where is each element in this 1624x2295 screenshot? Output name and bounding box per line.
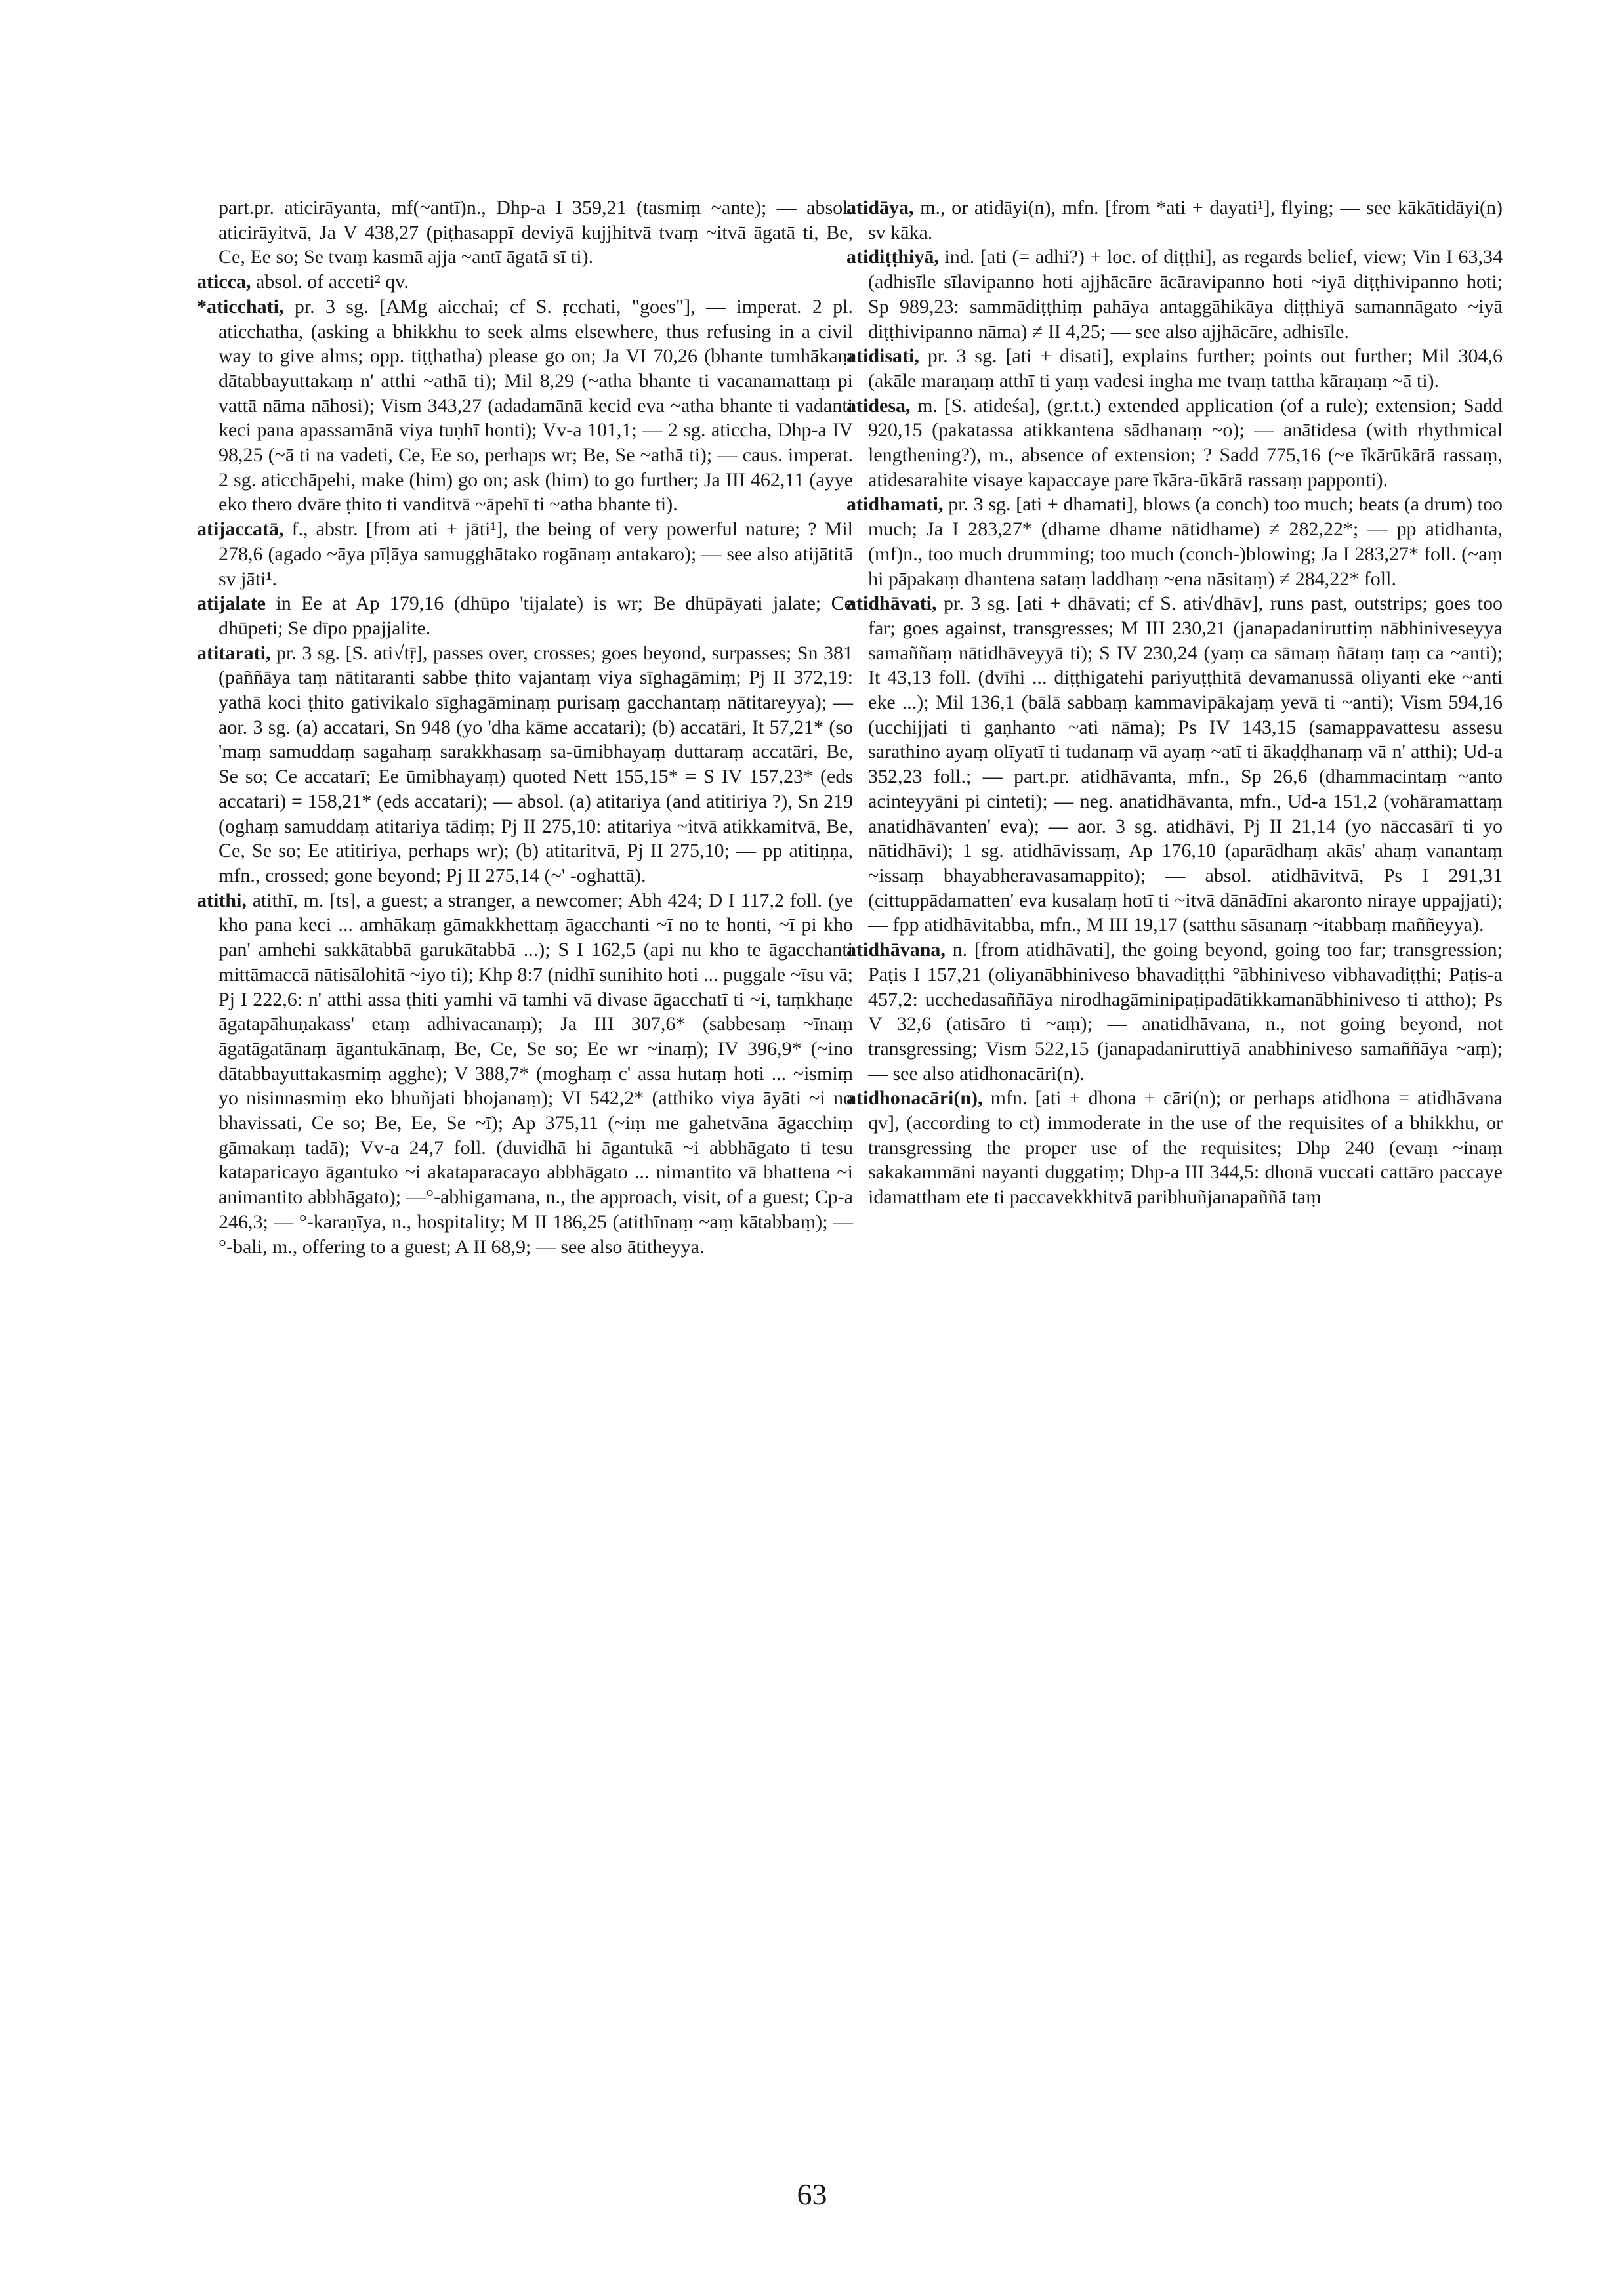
right-column <box>846 196 1503 1210</box>
headword: atidhāvana, <box>846 939 946 961</box>
headword: atidisati, <box>846 345 919 367</box>
dictionary-entry: aticca, absol. of acceti² qv. <box>197 271 409 293</box>
headword: atijaccatā, <box>197 518 284 541</box>
dictionary-entry: atitarati, pr. 3 sg. [S. ati√tṝ], passes over, crosses; goes beyond, surpasses; Sn 381 (paññāya taṃ nātitaranti sabbe ṭhito vajantaṃ viya sīghagāmiṃ; Pj II 372,19: yathā koci ṭhito gativikalo sīghagāminaṃ purisaṃ gacchantaṃ nātitareyya); — aor. 3 sg. (a) accatari, Sn 948 (yo 'dha kāme accatari); (b) accatāri, It 57,21* (so 'maṃ samuddaṃ sagahaṃ sarakkhasaṃ sa-ūmibhayaṃ duttaraṃ accatāri, Be, Se so; Ce accatarī; Ee ūmibhayaṃ) quoted Nett 155,15* = S IV 157,23* (eds accatari) = 158,21* (eds accatari); — absol. (a) atitariya (and atitiriya ?), Sn 219 (oghaṃ samuddaṃ atitariya tādiṃ; Pj II 275,10: atitariya ~itvā atikkamitvā, Be, Ce, Se so; Ee atitiriya, perhaps wr); (b) atitaritvā, Pj II 275,10; — pp atitiṇṇa, mfn., crossed; gone beyond; Pj II 275,14 (~' -oghattā). <box>197 642 853 886</box>
headword: atidhonacāri(n), <box>846 1087 983 1109</box>
dictionary-entry: atidhāvana, n. [from atidhāvati], the going beyond, going too far; transgression; Paṭis I 157,21 (oliyanābhiniveso bhavadiṭṭhi °ābhiniveso vibhavadiṭṭhi; Paṭis-a 457,2: ucchedasaññāya nirodhagāminipaṭipadātikkamanābhiniveso ti attho); Ps V 32,6 (atisāro ti ~aṃ); — anatidhāvana, n., not going beyond, not transgressing; Vism 522,15 (janapadaniruttiyā anabhiniveso samaññāya ~aṃ); — see also atidhonacāri(n). <box>846 939 1503 1085</box>
dictionary-entry: atidhonacāri(n), mfn. [ati + dhona + cāri(n); or perhaps atidhona = atidhāvana qv], (according to ct) immoderate in the use of the requisites of a bhikkhu, or transgressing the proper use of the requisites; Dhp 240 (evaṃ ~inaṃ sakakammāni nayanti duggatiṃ; Dhp-a III 344,5: dhonā vuccati cattāro paccaye idamattham ete ti paccavekkhitvā paribhuñjanapaññā taṃ <box>846 1087 1503 1209</box>
left-column <box>197 196 853 1259</box>
headword: atidiṭṭhiyā, <box>846 246 939 268</box>
page-number: 63 <box>797 2178 827 2211</box>
headword: atithi, <box>197 889 247 911</box>
headword: *aticchati, <box>197 295 284 318</box>
dictionary-entry: part.pr. aticirāyanta, mf(~antī)n., Dhp-a I 359,21 (tasmiṃ ~ante); — absol. aticirāyitvā, Ja V 438,27 (piṭhasappī deviyā kujjhitvā tvaṃ ~itvā āgatā ti, Be, Ce, Ee so; Se tvaṃ kasmā ajja ~antī āgatā sī ti). <box>219 197 853 268</box>
dictionary-entry: atidisati, pr. 3 sg. [ati + disati], explains further; points out further; Mil 304,6 (akāle maraṇaṃ atthī ti yaṃ vadesi ingha me tvaṃ tattha kāraṇaṃ ~ā ti). <box>846 345 1503 392</box>
dictionary-entry: atidiṭṭhiyā, ind. [ati (= adhi?) + loc. of diṭṭhi], as regards belief, view; Vin I 63,34 (adhisīle sīlavipanno hoti ajjhācāre ācāravipanno hoti ~iyā diṭṭhivipanno hoti; Sp 989,23: sammādiṭṭhiṃ pahāya antaggāhikāya diṭṭhiyā samannāgato ~iyā diṭṭhivipanno nāma) ≠ II 4,25; — see also ajjhācāre, adhisīle. <box>846 246 1503 342</box>
dictionary-entry: atidesa, m. [S. atideśa], (gr.t.t.) extended application (of a rule); extension; Sadd 920,15 (pakatassa atikkantena sādhanaṃ ~o); — anātidesa (with rhythmical lengthening?), m., absence of extension; ? Sadd 775,16 (~e īkārūkārā rassaṃ, atidesarahite visaye kapaccaye pare īkāra-ūkārā rassaṃ papponti). <box>846 394 1503 491</box>
headword: atidhamati, <box>846 493 944 516</box>
dictionary-entry: atithi, atithī, m. [ts], a guest; a stranger, a newcomer; Abh 424; D I 117,2 foll. (ye kho pana keci ... amhākaṃ gāmakkhettaṃ āgacchanti ~ī no te honti, ~ī pi kho pan' amhehi sakkātabbā garukātabbā ...); S I 162,5 (api nu kho te āgacchanti mittāmaccā nātisālohitā ~iyo ti); Khp 8:7 (nidhī sunihito hoti ... puggale ~īsu vā; Pj I 222,6: n' atthi assa ṭhiti yamhi vā tamhi vā divase āgacchatī ti ~i, taṃkhaṇe āgatapāhuṇakass' etaṃ adhivacanaṃ); Ja III 307,6* (sabbesaṃ ~īnaṃ āgatāgatānaṃ āgantukānaṃ, Be, Ce, Se so; Ee wr ~inaṃ); IV 396,9* (~ino dātabbayuttakasmiṃ agghe); V 388,7* (moghaṃ c' assa hutaṃ hoti ... ~ismiṃ yo nisinnasmiṃ eko bhuñjati bhojanaṃ); VI 542,2* (atthiko viya āyāti ~i no bhavissati, Ce so; Be, Ee, Se ~ī); Ap 375,11 (~iṃ me gahetvāna āgacchiṃ gāmakaṃ tadā); Vv-a 24,7 foll. (duvidhā hi āgantukā ~i abbhāgato ti tesu kataparicayo āgantuko ~i akataparacayo abbhāgato ... nimantito vā bhattena ~i animantito abbhāgato); —°-abhigamana, n., the approach, visit, of a guest; Cp-a 246,3; — °-karaṇīya, n., hospitality; M II 186,25 (atithīnaṃ ~aṃ kātabbaṃ); — °-bali, m., offering to a guest; A II 68,9; — see also ātitheyya. <box>197 889 854 1258</box>
dictionary-entry: atijaccatā, f., abstr. [from ati + jāti¹], the being of very powerful nature; ? Mil 278,6 (agado ~āya pīḷāya samugghātako rogānaṃ antakaro); — see also atijātitā sv jāti¹. <box>197 518 854 590</box>
dictionary-entry: atidāya, m., or atidāyi(n), mfn. [from *ati + dayati¹], flying; — see kākātidāyi(n) sv kāka. <box>846 197 1503 243</box>
headword: atitarati, <box>197 642 271 664</box>
headword: atidesa, <box>846 394 911 417</box>
dictionary-entry: *aticchati, pr. 3 sg. [AMg aicchai; cf S. ṛcchati, "goes"], — imperat. 2 pl. aticchatha, (asking a bhikkhu to seek alms elsewhere, thus refusing in a civil way to give alms; opp. tiṭṭhatha) please go on; Ja VI 70,26 (bhante tumhākaṃ dātabbayuttakaṃ n' atthi ~athā ti); Mil 8,29 (~atha bhante ti vacanamattaṃ pi vattā nāma nāhosi); Vism 343,27 (adadamānā kecid eva ~atha bhante ti vadanti keci pana apassamānā viya tuṇhī honti); Vv-a 101,1; — 2 sg. aticcha, Dhp-a IV 98,25 (~ā ti na vadeti, Ce, Ee so, perhaps wr; Be, Se ~athā ti); — caus. imperat. 2 sg. aticchāpehi, make (him) go on; ask (him) to go further; Ja III 462,11 (ayye eko thero dvāre ṭhito ti vanditvā ~āpehī ti ~atha bhante ti). <box>197 295 854 516</box>
dictionary-entry: atidhamati, pr. 3 sg. [ati + dhamati], blows (a conch) too much; beats (a drum) too much; Ja I 283,27* (dhame dhame nātidhame) ≠ 282,22*; — pp atidhanta, (mf)n., too much drumming; too much (conch-)blowing; Ja I 283,27* foll. (~aṃ hi pāpakaṃ dhantena sataṃ laddhaṃ ~ena nāsitaṃ) ≠ 284,22* foll. <box>846 493 1503 590</box>
dictionary-entry: atidhāvati, pr. 3 sg. [ati + dhāvati; cf S. ati√dhāv], runs past, outstrips; goes too far; goes against, transgresses; M III 230,21 (janapadaniruttiṃ nābhiniveseyya samaññaṃ nātidhāveyyā ti); S IV 230,24 (yaṃ ca sāmaṃ ñātaṃ taṃ ca ~anti); It 43,13 foll. (dvīhi ... diṭṭhigatehi pariyuṭṭhitā devamanussā oliyanti eke ~anti eke ...); Mil 136,1 (bālā sabbaṃ kammavipākajaṃ yevā ti ~anti); Vism 594,16 (ucchijjati ti gaṇhanto ~ati nāma); Ps IV 143,15 (samappavattesu assesu sarathino ayaṃ olīyatī ti tudanaṃ vā ayaṃ ~atī ti ākaḍḍhanaṃ vā n' atthi); Ud-a 352,23 foll.; — part.pr. atidhāvanta, mfn., Sp 26,6 (dhammacintaṃ ~anto acinteyyāni pi cinteti); — neg. anatidhāvanta, mfn., Ud-a 151,2 (vohāramattaṃ anatidhāvanten' eva); — aor. 3 sg. atidhāvi, Pj II 21,14 (yo nāccasārī ti yo nātidhāvi); 1 sg. atidhāvissaṃ, Ap 176,10 (aparādhaṃ akās' ahaṃ vanantaṃ ~issaṃ bhayabheravasamappito); — absol. atidhāvitvā, Ps I 291,31 (cittuppādamatten' eva kusalaṃ hotī ti ~itvā dānādīni akaronto niraye uppajjati); — fpp atidhāvitabba, mfn., M III 19,17 (satthu sāsanaṃ ~itabbaṃ maññeyya). <box>846 592 1503 936</box>
headword: atijalate <box>197 592 266 615</box>
headword: atidhāvati, <box>846 592 937 615</box>
headword: atidāya, <box>846 197 914 218</box>
dictionary-entry: atijalate in Ee at Ap 179,16 (dhūpo 'tijalate) is wr; Be dhūpāyati jalate; Ce dhūpeti; Se dīpo ppajjalite. <box>197 592 853 639</box>
headword: aticca, <box>197 271 251 293</box>
